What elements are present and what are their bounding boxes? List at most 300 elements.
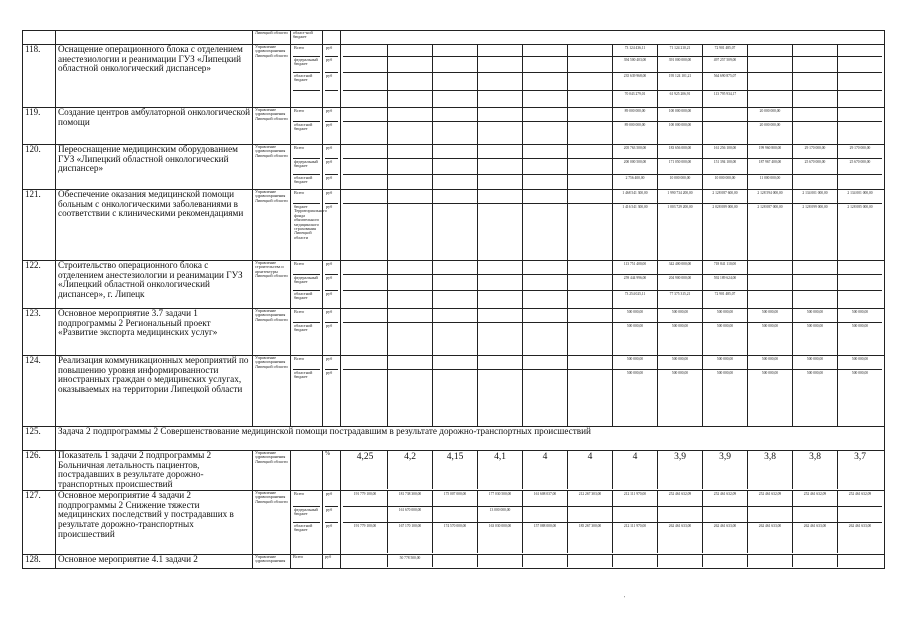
value-cell: 252 461 632,09 [837, 491, 882, 506]
value-cell: 71 124 210,21 [657, 45, 702, 56]
value-cell [343, 309, 387, 322]
value-cell [477, 175, 522, 189]
activity-name: Строительство операционного блока с отделением анестезиологии и реанимации ГУЗ «Липецкий областной онкологический диспансер», г. Липецк [56, 261, 253, 309]
value-cell: 500 000,00 [792, 323, 837, 355]
values-cell [341, 190, 885, 261]
indicator-value: 3,9 [657, 451, 702, 489]
value-cell: 13 000 000,00 [477, 507, 522, 522]
value-cell: 163 030 000,00 [477, 523, 522, 553]
unit-label: руб [326, 323, 333, 328]
value-cell [837, 555, 882, 567]
row-number: 125. [23, 427, 56, 451]
value-cell [343, 323, 387, 355]
value-cell: 171 050 000,00 [657, 159, 702, 174]
value-cell: 500 000,00 [612, 323, 657, 355]
funding-source-cell [291, 45, 323, 108]
value-cell: 61 925 206,91 [657, 91, 702, 107]
value-cell [567, 323, 612, 355]
values-cell [341, 356, 885, 427]
unit-cell [323, 108, 341, 145]
value-cell: 50 778 500,00 [387, 555, 432, 567]
funding-source: Всего [293, 108, 320, 122]
value-cell [522, 261, 567, 274]
value-cell: 500 000,00 [837, 323, 882, 355]
unit-label: руб [326, 291, 333, 296]
responsible-executor: Управление здравоохранения Липецкой области [253, 491, 291, 555]
value-cell: 2 134 001 000,00 [792, 190, 837, 203]
value-cell: 500 000,00 [792, 370, 837, 426]
responsible-executor: Управление здравоохранения Липецкой области [253, 309, 291, 356]
row-number: 122. [23, 261, 56, 309]
value-cell: 500 000,00 [747, 323, 792, 355]
value-cell [387, 323, 432, 355]
values-row [343, 555, 882, 567]
values-row [343, 261, 882, 275]
value-cell [657, 507, 702, 522]
values-cell [341, 45, 885, 108]
value-cell [837, 275, 882, 290]
value-cell: 500 000,00 [747, 309, 792, 322]
values-cell [341, 145, 885, 190]
value-cell: 187 967 400,00 [747, 159, 792, 174]
value-cell [343, 108, 387, 121]
activity-name: Оснащение операционного блока с отделением анестезиологии и реанимации ГУЗ «Липецкий областной онкологический диспансер» [56, 45, 253, 108]
value-cell [837, 91, 882, 107]
value-cell [522, 190, 567, 203]
value-cell: 500 000,00 [612, 356, 657, 369]
value-cell [567, 356, 612, 369]
row-number: 121. [23, 190, 56, 261]
value-cell: 25 670 000,00 [837, 159, 882, 174]
value-cell [387, 91, 432, 107]
value-cell: 2 028 089 000,00 [702, 204, 747, 260]
table-row [23, 555, 885, 569]
table-row-header-remnant [23, 31, 885, 45]
value-cell: 183 656 000,00 [657, 145, 702, 158]
value-cell [522, 57, 567, 72]
indicator-value: 4 [567, 451, 612, 489]
value-cell [477, 275, 522, 290]
funding-source-cell [291, 356, 323, 427]
value-cell [387, 275, 432, 290]
responsible-executor: Управление здравоохранения Липецкой области [253, 145, 291, 190]
value-cell [477, 45, 522, 56]
value-cell: 564 690 875,07 [702, 73, 747, 90]
value-cell: 500 000,00 [792, 309, 837, 322]
funding-source-cell [291, 309, 323, 356]
value-cell: 500 000,00 [657, 370, 702, 426]
value-cell [522, 309, 567, 322]
value-cell [747, 275, 792, 290]
program-table [22, 30, 885, 569]
value-cell: 262 461 633,00 [837, 523, 882, 553]
value-cell [522, 73, 567, 90]
value-cell [387, 190, 432, 203]
value-cell: 205 763 500,00 [612, 145, 657, 158]
value-cell: 77 375 315,21 [657, 291, 702, 308]
value-cell: 212 111 970,00 [612, 523, 657, 553]
value-cell [567, 175, 612, 189]
value-cell: 2 128 087 000,00 [747, 204, 792, 260]
unit-cell [323, 309, 341, 356]
row-number: 127. [23, 491, 56, 555]
value-cell: 391 000 000,00 [657, 57, 702, 72]
value-cell: 500 000,00 [747, 370, 792, 426]
value-cell: 10 000 000,00 [657, 175, 702, 189]
funding-source: Всего [293, 145, 320, 159]
value-cell [343, 356, 387, 369]
unit-label: руб [325, 356, 338, 370]
unit-label: руб [325, 145, 338, 159]
value-cell: 157 088 000,00 [522, 523, 567, 553]
responsible-executor: Управление здравоохранения Липецкой области [253, 45, 291, 108]
unit-label: руб [326, 175, 333, 180]
unit-label: руб [326, 523, 333, 528]
value-cell: 20 000 000,00 [747, 122, 792, 144]
value-cell: 151 394 100,00 [702, 159, 747, 174]
values-row [343, 323, 882, 355]
funding-source: областной бюджет [294, 291, 313, 301]
table-row [23, 309, 885, 356]
value-cell [792, 275, 837, 290]
value-cell [432, 370, 477, 426]
value-cell: 497 257 509,00 [702, 57, 747, 72]
value-cell [432, 507, 477, 522]
value-cell [612, 507, 657, 522]
value-cell: 718 841 110,00 [702, 261, 747, 274]
funding-source-cell [291, 451, 323, 491]
value-cell [343, 45, 387, 56]
indicator-value: 3,8 [747, 451, 792, 489]
value-cell [477, 555, 522, 567]
funding-source: федеральный бюджет [293, 159, 320, 175]
value-cell [387, 261, 432, 274]
value-cell: 500 000,00 [612, 309, 657, 322]
value-cell: 89 000 000,00 [612, 122, 657, 144]
unit-cell [323, 491, 341, 555]
value-cell: 2 128 087 600,00 [702, 190, 747, 203]
value-cell [432, 122, 477, 144]
value-cell: 161 608 037,00 [522, 491, 567, 506]
value-cell: 394 500 403,00 [612, 57, 657, 72]
value-cell: 199 960 800,00 [747, 145, 792, 158]
value-cell [387, 356, 432, 369]
unit-label: руб [326, 122, 333, 127]
value-cell [702, 507, 747, 522]
value-cell: 592 189 624,00 [702, 275, 747, 290]
row-number: 128. [23, 555, 56, 569]
activity-name: Основное мероприятие 3.7 задачи 1 подпрограммы 2 Региональный проект «Развитие экспорта медицинских услуг» [56, 309, 253, 356]
value-cell: 1 990 734 200,00 [657, 190, 702, 203]
table-row [23, 145, 885, 190]
value-cell: 174 570 000,00 [432, 523, 477, 553]
value-cell [567, 309, 612, 322]
row-number: 118. [23, 45, 56, 108]
value-cell: 100 000 000,00 [657, 122, 702, 144]
value-cell [567, 370, 612, 426]
unit-cell: руб [323, 555, 341, 569]
value-cell [432, 309, 477, 322]
value-cell [522, 507, 567, 522]
funding-source: Всего [293, 45, 320, 57]
value-cell [522, 108, 567, 121]
value-cell [432, 175, 477, 189]
value-cell [477, 204, 522, 260]
value-cell: 195 124 101,21 [657, 73, 702, 90]
unit-label: руб [325, 507, 338, 523]
values-row [343, 356, 882, 370]
value-cell [432, 291, 477, 308]
value-cell: 100 000 000,00 [657, 108, 702, 121]
value-cell [792, 261, 837, 274]
value-cell [387, 45, 432, 56]
value-cell [747, 507, 792, 522]
unit-label: руб [325, 45, 338, 57]
value-cell [343, 507, 387, 522]
value-cell [432, 159, 477, 174]
funding-source-cell [291, 491, 323, 555]
indicator-values [341, 451, 885, 491]
value-cell [522, 323, 567, 355]
value-cell [612, 555, 657, 567]
row-number: 120. [23, 145, 56, 190]
value-cell [343, 159, 387, 174]
value-cell [343, 73, 387, 90]
value-cell [477, 91, 522, 107]
value-cell [477, 309, 522, 322]
activity-name: Основное мероприятие 4 задачи 2 подпрограммы 2 Снижение тяжести медицинских последствий у пострадавших в результате дорожно-транспортных происшествий [56, 491, 253, 555]
values-cell [341, 555, 885, 569]
row-number: 119. [23, 108, 56, 145]
value-cell [567, 45, 612, 56]
value-cell [522, 555, 567, 567]
value-cell: 161 256 100,00 [702, 145, 747, 158]
unit-label: руб [325, 159, 338, 175]
value-cell [567, 555, 612, 567]
value-cell: 72 901 485,07 [702, 45, 747, 56]
value-cell: 1 416 541 300,00 [612, 204, 657, 260]
unit-cell [323, 45, 341, 108]
funding-source-cell [291, 145, 323, 190]
unit-label: руб [325, 73, 338, 91]
value-cell: 113 751 400,00 [612, 261, 657, 274]
value-cell [792, 57, 837, 72]
value-cell [837, 57, 882, 72]
value-cell: 175 007 000,00 [432, 491, 477, 506]
value-cell: 262 461 633,00 [792, 523, 837, 553]
values-row [343, 73, 882, 91]
value-cell [567, 108, 612, 121]
value-cell: 212 111 970,00 [612, 491, 657, 506]
values-cell [341, 309, 885, 356]
value-cell [747, 45, 792, 56]
value-cell [387, 108, 432, 121]
indicator-value: 3,7 [837, 451, 882, 489]
value-cell [567, 204, 612, 260]
responsible-executor: Управление здравоохранения Липецкой области [253, 451, 291, 491]
value-cell: 2 756 400,00 [612, 175, 657, 189]
value-cell [792, 122, 837, 144]
unit-cell: % [323, 451, 341, 491]
value-cell [837, 45, 882, 56]
value-cell [432, 145, 477, 158]
value-cell [387, 309, 432, 322]
responsible-cell: Липецкой области [253, 31, 291, 45]
unit-label: руб [325, 57, 338, 73]
value-cell [747, 261, 792, 274]
value-cell: 191 779 100,00 [353, 524, 377, 528]
value-cell: 500 000,00 [702, 323, 747, 355]
table-row [23, 108, 885, 145]
value-cell [702, 108, 747, 121]
value-cell: 500 000,00 [837, 356, 882, 369]
value-cell [387, 159, 432, 174]
value-cell: 20 000 000,00 [747, 108, 792, 121]
value-cell [522, 175, 567, 189]
value-cell [477, 122, 522, 144]
funding-source: Всего [293, 309, 320, 323]
value-cell [792, 291, 837, 308]
value-cell [702, 122, 747, 144]
value-cell: 2 128 099 000,00 [792, 204, 837, 260]
unit-label: руб [325, 261, 338, 275]
row-number: 123. [23, 309, 56, 356]
value-cell [432, 91, 477, 107]
value-cell [522, 145, 567, 158]
value-cell: 342 400 000,00 [657, 261, 702, 274]
values-row [343, 45, 882, 57]
value-cell [522, 91, 567, 107]
value-cell [837, 291, 882, 308]
value-cell [387, 204, 432, 260]
indicator-name: Показатель 1 задачи 2 подпрограммы 2 Больничная летальность пациентов, пострадавших в результате дорожно-транспортных происшествий [56, 451, 253, 491]
value-cell [792, 555, 837, 567]
value-cell [343, 204, 387, 260]
funding-source: областной бюджет [294, 122, 313, 132]
value-cell: 204 900 000,00 [657, 275, 702, 290]
values-row [343, 145, 882, 159]
value-cell: 2 134 001 000,00 [837, 190, 882, 203]
unit-label: руб [326, 204, 333, 209]
value-cell: 252 461 632,09 [657, 491, 702, 506]
value-cell [343, 122, 387, 144]
value-cell [343, 175, 387, 189]
unit-label: руб [326, 370, 333, 375]
indicator-value: 4,1 [477, 451, 522, 489]
source-cell: област-ной бюджет [291, 31, 323, 45]
value-cell [343, 57, 387, 72]
value-cell [567, 275, 612, 290]
value-cell [477, 356, 522, 369]
value-cell: 161 670 000,00 [387, 507, 432, 522]
funding-source-cell [291, 108, 323, 145]
value-cell [837, 507, 882, 522]
values-row [343, 190, 882, 204]
funding-source: федеральный бюджет [293, 57, 320, 73]
value-cell: 89 000 000,00 [612, 108, 657, 121]
value-cell [567, 291, 612, 308]
funding-source: Всего [293, 261, 320, 275]
responsible-executor: Управление здравоохранения [253, 555, 291, 569]
value-cell [837, 122, 882, 144]
value-cell: 252 461 632,09 [747, 491, 792, 506]
value-cell: 167 170 100,00 [387, 523, 432, 553]
value-cell [522, 291, 567, 308]
funding-source: Всего [293, 190, 320, 204]
value-cell [432, 555, 477, 567]
value-cell [747, 555, 792, 567]
table-row [23, 356, 885, 427]
table-body [23, 31, 885, 569]
value-cell [477, 57, 522, 72]
value-cell [387, 145, 432, 158]
value-cell: 500 000,00 [702, 309, 747, 322]
activity-name: Основное мероприятие 4.1 задачи 2 [56, 555, 253, 569]
value-cell [477, 73, 522, 90]
value-cell: 185 267 300,00 [567, 523, 612, 553]
value-cell: 113 795 934,17 [702, 91, 747, 107]
value-cell [477, 159, 522, 174]
value-cell [522, 122, 567, 144]
unit-label: руб [325, 190, 338, 204]
value-cell [792, 73, 837, 90]
value-cell [477, 291, 522, 308]
values-row [343, 108, 882, 122]
responsible-executor: Управление здравоохранения Липецкой области [253, 108, 291, 145]
value-cell [837, 175, 882, 189]
value-cell [432, 323, 477, 355]
value-cell [387, 291, 432, 308]
values-cell [341, 491, 885, 555]
values-row [343, 275, 882, 291]
value-cell: 500 000,00 [837, 309, 882, 322]
unit-label: руб [325, 108, 338, 122]
table-row [23, 261, 885, 309]
value-cell: 252 461 632,09 [702, 491, 747, 506]
indicator-values-row [343, 451, 882, 489]
value-cell [567, 190, 612, 203]
value-cell: 2 128 085 000,00 [837, 204, 882, 260]
value-cell: 500 000,00 [792, 356, 837, 369]
value-cell [477, 108, 522, 121]
value-cell: 11 000 000,00 [747, 175, 792, 189]
value-cell: 29 170 000,00 [792, 145, 837, 158]
table-row-indicator [23, 451, 885, 491]
value-cell [432, 275, 477, 290]
value-cell [432, 57, 477, 72]
value-cell [522, 275, 567, 290]
unit-label: руб [325, 491, 338, 507]
value-cell: 72 901 485,07 [702, 291, 747, 308]
table-row [23, 190, 885, 261]
value-cell: 262 461 633,00 [702, 523, 747, 553]
values-row [343, 204, 882, 260]
values-row [343, 122, 882, 144]
table-row [23, 491, 885, 555]
value-cell [522, 45, 567, 56]
value-cell [567, 261, 612, 274]
value-cell: 259 444 996,00 [612, 275, 657, 290]
funding-source: федеральный бюджет [293, 507, 320, 523]
unit-cell [323, 190, 341, 261]
value-cell [432, 108, 477, 121]
value-cell [567, 507, 612, 522]
unit-label: руб [325, 309, 338, 323]
indicator-value: 3,8 [792, 451, 837, 489]
funding-source-cell [291, 190, 327, 261]
responsible-executor: Управление здравоохранения Липецкой области [253, 356, 291, 427]
unit-cell [323, 356, 341, 427]
